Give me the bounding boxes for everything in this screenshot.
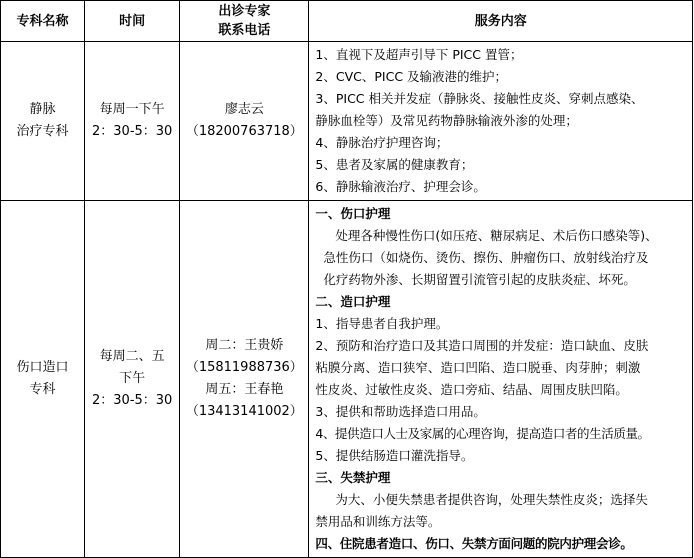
service-item: 2、预防和治疗造口及其造口周围的并发症：造口缺血、皮肤 <box>315 338 649 353</box>
time-line3: 2：30-5：30 <box>92 393 173 408</box>
specialty-line1: 静脉 <box>29 102 56 117</box>
header-expert-line2: 联系电话 <box>218 23 271 38</box>
table-header-row <box>1 1 693 42</box>
expert-phone: （13413141002） <box>185 404 303 419</box>
specialty-line1: 伤口造口 <box>16 360 69 375</box>
header-services: 服务内容 <box>309 1 693 42</box>
expert-name: 周二：王贵娇 <box>205 338 284 353</box>
expert-name: 周五：王春艳 <box>205 382 284 397</box>
section-title-inpatient-consult: 四、住院患者造口、伤口、失禁方面问题的院内护理会诊。 <box>315 536 633 551</box>
time-line2: 下午 <box>119 371 146 386</box>
section-title-incontinence-care: 三、失禁护理 <box>315 470 391 485</box>
service-item: 粘膜分离、造口狭窄、造口凹陷、造口脱垂、肉芽肿；刺激 <box>315 360 641 375</box>
header-expert-line1: 出诊专家 <box>218 4 271 19</box>
section-text: 急性伤口（如烧伤、烫伤、擦伤、肿瘤伤口、放射线治疗及 <box>323 250 649 265</box>
expert-name: 廖志云 <box>224 102 264 117</box>
section-title-ostomy-care: 二、造口护理 <box>315 294 391 309</box>
header-time: 时间 <box>85 1 180 42</box>
service-item: 3、PICC 相关并发症（静脉炎、接触性皮炎、穿刺点感染、 <box>315 91 644 106</box>
specialty-line2: 治疗专科 <box>16 124 69 139</box>
table-row-iv-therapy <box>1 42 693 201</box>
service-item: 1、直视下及超声引导下 PICC 置管； <box>315 47 523 62</box>
service-item: 5、患者及家属的健康教育； <box>315 157 474 172</box>
time-line1: 每周一下午 <box>99 102 165 117</box>
services-cell <box>309 42 693 201</box>
service-item: 6、静脉输液治疗、护理会诊。 <box>315 179 486 194</box>
specialty-cell <box>1 201 85 558</box>
service-item: 5、提供结肠造口灌洗指导。 <box>315 448 474 463</box>
table-row-wound-ostomy <box>1 201 693 558</box>
service-item: 静脉血栓等）及常见药物静脉输液外渗的处理； <box>315 113 578 128</box>
expert-phone: （15811988736） <box>185 360 303 375</box>
time-line1: 每周二、五 <box>99 349 165 364</box>
service-item: 4、静脉治疗护理咨询； <box>315 135 449 150</box>
service-item: 4、提供造口人士及家属的心理咨询，提高造口者的生活质量。 <box>315 426 650 441</box>
section-title-wound-care: 一、伤口护理 <box>315 206 391 221</box>
expert-cell <box>180 42 309 201</box>
header-expert <box>180 1 309 42</box>
expert-phone: （18200763718） <box>185 124 303 139</box>
section-text: 处理各种慢性伤口(如压疮、糖尿病足、术后伤口感染等)、 <box>335 228 658 243</box>
time-line2: 2：30-5：30 <box>92 124 173 139</box>
specialty-line2: 专科 <box>29 382 56 397</box>
service-item: 2、CVC、PICC 及输液港的维护； <box>315 69 508 84</box>
section-text: 为大、小便失禁患者提供咨询，处理失禁性皮炎；选择失 <box>335 492 648 507</box>
service-item: 性皮炎、过敏性皮炎、造口旁疝、结晶、周围皮肤凹陷。 <box>315 382 628 397</box>
time-cell <box>85 42 180 201</box>
expert-cell <box>180 201 309 558</box>
services-cell <box>309 201 693 558</box>
header-specialty: 专科名称 <box>1 1 85 42</box>
section-text: 化疗药物外渗、长期留置引流管引起的皮肤炎症、坏死。 <box>323 272 636 287</box>
service-item: 1、指导患者自我护理。 <box>315 316 449 331</box>
section-text: 禁用品和训练方法等。 <box>315 514 441 529</box>
time-cell <box>85 201 180 558</box>
service-item: 3、提供和帮助选择造口用品。 <box>315 404 486 419</box>
specialty-cell <box>1 42 85 201</box>
